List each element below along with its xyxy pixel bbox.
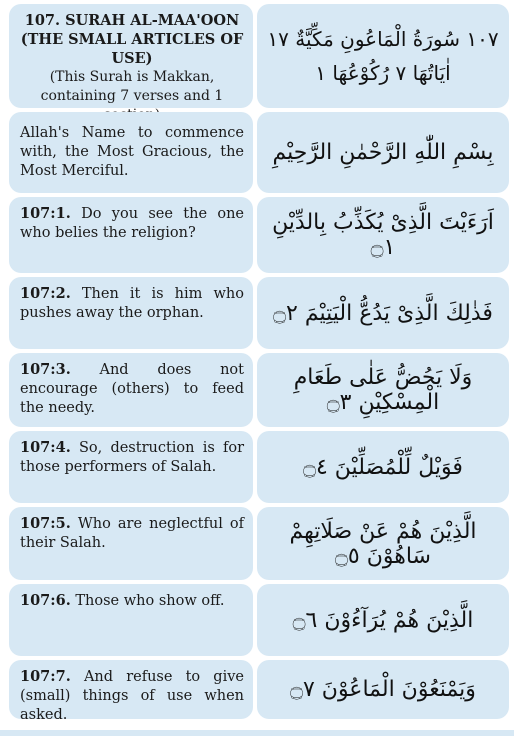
basmala-arabic: بِسْمِ اللّٰهِ الرَّحْمٰنِ الرَّحِيْمِ xyxy=(257,112,509,193)
header-row xyxy=(9,4,509,108)
verse-english xyxy=(9,197,253,273)
verse-ref: 107:1. xyxy=(20,205,71,222)
verse-text: And does not encourage (others) to feed the needy. xyxy=(20,362,244,416)
verse-row-3 xyxy=(9,353,509,427)
verse-text: And refuse to give (small) things of use when asked. xyxy=(20,669,244,723)
verse-row-1 xyxy=(9,197,509,273)
verse-text: Who are neglectful of their Salah. xyxy=(20,516,245,551)
verse-arabic: وَيَمْنَعُوْنَ الْمَاعُوْنَ ۝٧ xyxy=(257,660,509,719)
verse-row-5 xyxy=(9,507,509,580)
surah-arabic-info: اٰيَاتُهَا ٧ رُكُوْعُهَا ١ xyxy=(315,61,451,85)
verse-arabic: فَذٰلِكَ الَّذِىْ يَدُعُّ الْيَتِيْمَ ۝٢ xyxy=(257,277,509,349)
verse-arabic: اَرَءَيْتَ الَّذِىْ يُكَذِّبُ بِالدِّيْنِ ۝١ xyxy=(257,197,509,273)
verse-text: Do you see the one who belies the religion? xyxy=(20,206,244,241)
header-english-cell xyxy=(9,4,253,108)
header-arabic-cell xyxy=(257,4,509,108)
verse-row-7 xyxy=(9,660,509,723)
verse-arabic: وَلَا يَحُضُّ عَلٰى طَعَامِ الْمِسْكِيْنِ ۝٣ xyxy=(257,353,509,427)
verse-row-6 xyxy=(9,584,509,656)
surah-arabic-title: ١٠٧ سُورَةُ الْمَاعُونِ مَكِّيَّةٌ ١٧ xyxy=(267,27,499,51)
page-bottom-bar xyxy=(0,730,514,736)
basmala-row xyxy=(9,112,509,193)
surah-subtitle: (This Surah is Makkan, containing 7 verses and 1 xyxy=(40,69,224,104)
verse-ref: 107:5. xyxy=(20,515,71,532)
verse-arabic: فَوَيْلٌ لِّلْمُصَلِّيْنَ ۝٤ xyxy=(257,431,509,503)
surah-title: 107. SURAH AL-MAA'OON (THE SMALL ARTICLES OF USE) xyxy=(20,12,244,67)
verse-text: Those who show off. xyxy=(75,593,225,609)
verse-text: Then it is him who pushes away the orphan. xyxy=(20,286,244,321)
surah-table xyxy=(9,4,509,723)
verse-ref: 107:4. xyxy=(20,439,71,456)
verse-row-2 xyxy=(9,277,509,349)
verse-text: So, destruction is for those performers of Salah. xyxy=(20,440,244,475)
verse-english xyxy=(9,353,253,427)
verse-ref: 107:6. xyxy=(20,592,71,609)
basmala-english: Allah's Name to commence with, the Most Gracious, the Most Merciful. xyxy=(9,112,253,193)
verse-english xyxy=(9,584,253,656)
verse-row-4 xyxy=(9,431,509,503)
verse-english xyxy=(9,507,253,580)
verse-arabic: الَّذِيْنَ هُمْ يُرَآءُوْنَ ۝٦ xyxy=(257,584,509,656)
verse-english xyxy=(9,277,253,349)
verse-english xyxy=(9,431,253,503)
verse-ref: 107:2. xyxy=(20,285,71,302)
verse-arabic: الَّذِيْنَ هُمْ عَنْ صَلَاتِهِمْ سَاهُوْنَ ۝٥ xyxy=(257,507,509,580)
verse-english xyxy=(9,660,253,723)
verse-ref: 107:3. xyxy=(20,361,71,378)
verse-ref: 107:7. xyxy=(20,668,71,685)
